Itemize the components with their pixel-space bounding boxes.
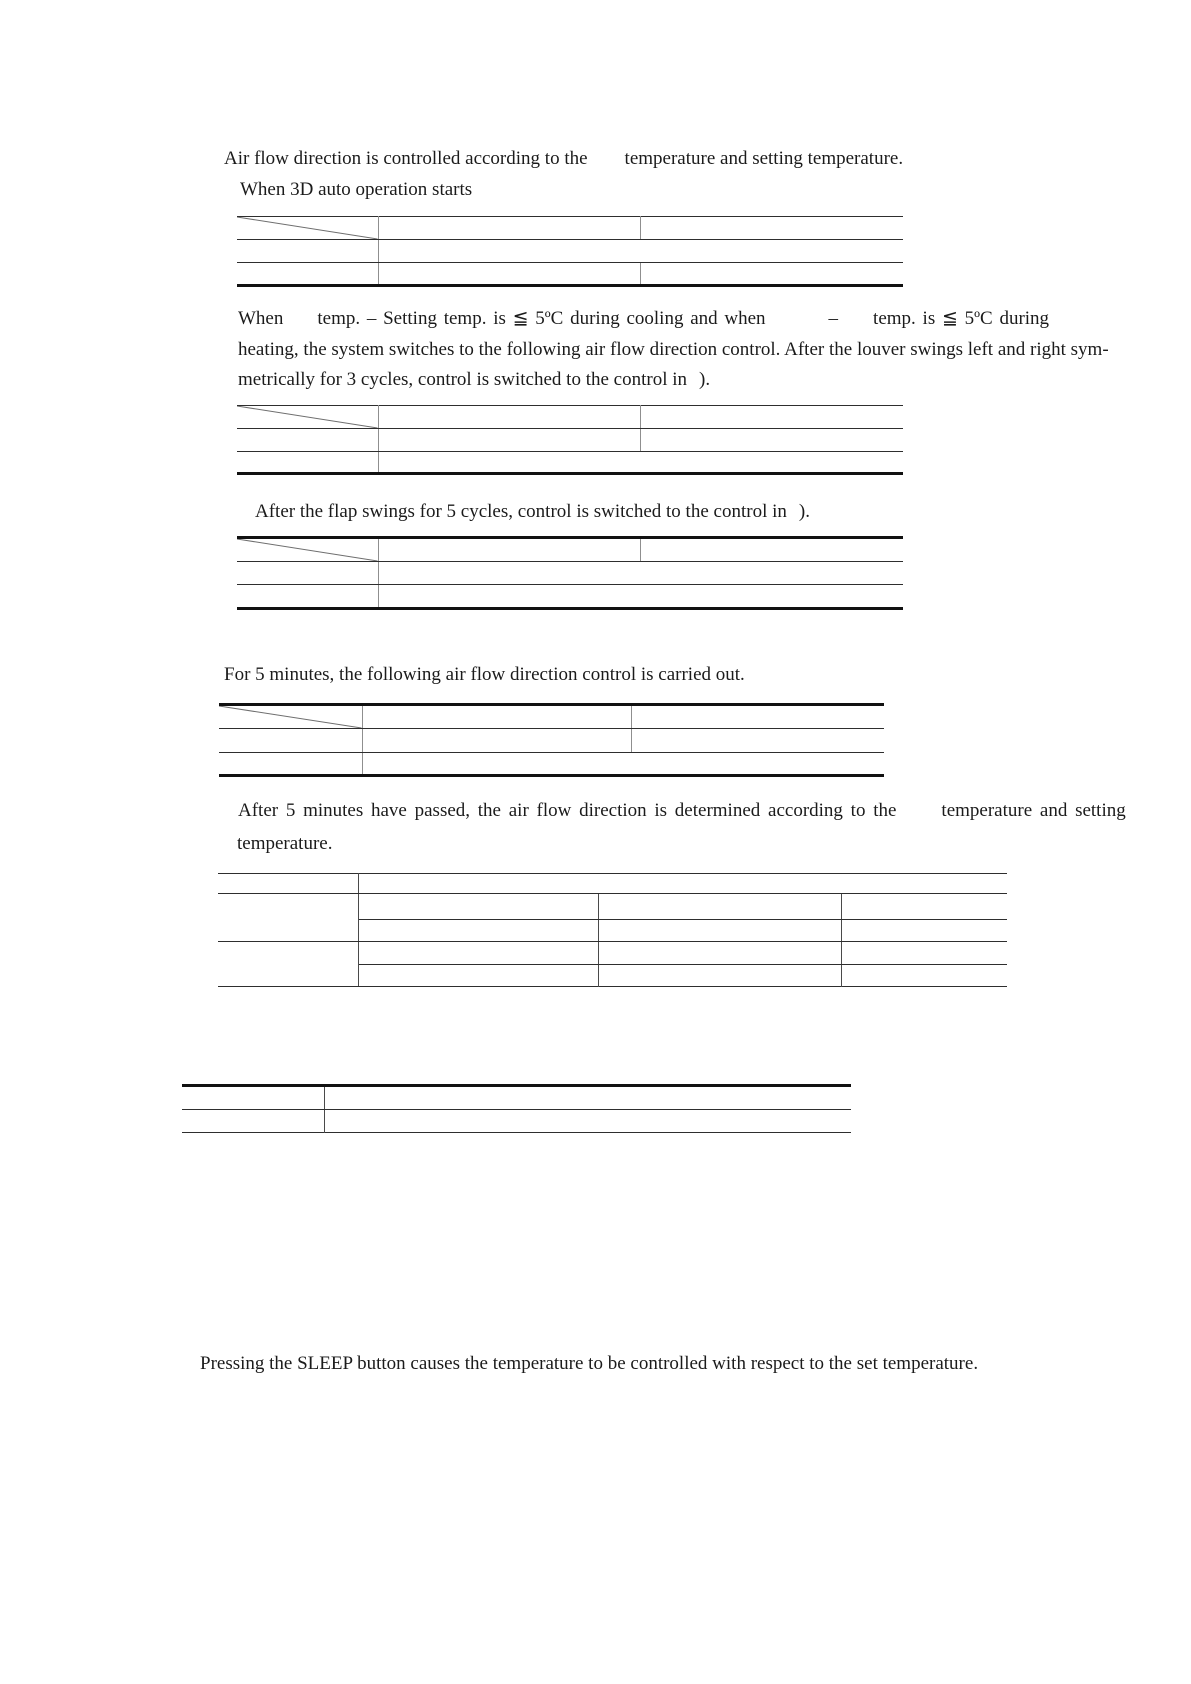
empty-cell	[237, 585, 378, 609]
diagonal-header-cell	[219, 705, 362, 729]
after5-line1-part2: temperature and setting	[941, 800, 1126, 821]
table-airflow-start	[237, 216, 903, 285]
empty-cell	[362, 753, 884, 776]
empty-cell	[378, 217, 640, 240]
cooling-line3-part1: metrically for 3 cycles, control is switched to the control in	[238, 369, 688, 390]
diagonal-line	[237, 539, 378, 561]
empty-cell	[237, 263, 378, 286]
empty-cell	[841, 894, 1007, 920]
paragraph-cooling-line3	[238, 368, 710, 392]
empty-cell	[358, 965, 598, 987]
empty-cell	[219, 753, 362, 776]
after5-line1-part1: After 5 minutes have passed, the air flow direction is determined according to the	[238, 800, 897, 821]
empty-cell	[640, 429, 903, 452]
empty-cell	[631, 729, 884, 753]
empty-cell	[358, 942, 598, 965]
table-airflow-louver-swing	[237, 405, 903, 473]
empty-cell	[841, 965, 1007, 987]
empty-cell	[219, 729, 362, 753]
empty-cell	[640, 217, 903, 240]
paragraph-intro-part2: temperature and setting temperature.	[624, 148, 904, 169]
paragraph-after-five-minutes-line2: temperature.	[237, 833, 333, 854]
empty-cell	[358, 874, 1007, 894]
empty-cell	[378, 452, 903, 474]
empty-cell	[378, 562, 903, 585]
empty-cell	[358, 894, 598, 920]
empty-cell	[237, 429, 378, 452]
empty-cell	[598, 894, 841, 920]
empty-cell	[362, 705, 631, 729]
empty-cell	[218, 942, 358, 987]
empty-cell	[378, 406, 640, 429]
redaction-gap	[687, 384, 699, 385]
table-two-row-grid	[182, 1084, 851, 1133]
heading-when-3d-auto: When 3D auto operation starts	[240, 179, 473, 200]
paragraph-sleep-control: Pressing the SLEEP button causes the temperature to be controlled with respect to the set temperature.	[200, 1353, 979, 1374]
empty-cell	[640, 538, 903, 562]
paragraph-cooling-line1	[238, 307, 1049, 331]
empty-cell	[218, 894, 358, 942]
paragraph-flap-swings	[255, 500, 810, 524]
table-airflow-start-grid	[237, 216, 903, 287]
cooling-line1-part2: temp. – Setting temp. is ≦ 5ºC during cooling and when	[317, 308, 766, 329]
diagonal-line	[237, 406, 378, 428]
redaction-gap	[588, 163, 625, 164]
empty-cell	[358, 920, 598, 942]
empty-cell	[640, 263, 903, 286]
empty-cell	[362, 729, 631, 753]
redaction-gap	[787, 516, 799, 517]
empty-cell	[237, 562, 378, 585]
cooling-line3-part2: ).	[699, 369, 711, 390]
table-airflow-determination	[218, 873, 1007, 986]
empty-cell	[378, 585, 903, 609]
cooling-line1-dash: –	[828, 308, 839, 329]
empty-cell	[598, 942, 841, 965]
cooling-line1-part1: When	[238, 308, 284, 329]
empty-cell	[378, 263, 640, 286]
paragraph-after-five-minutes-line1	[238, 799, 1126, 823]
paragraph-intro	[224, 147, 903, 171]
table-airflow-flap-swing-grid	[237, 536, 903, 610]
empty-cell	[378, 240, 903, 263]
empty-cell	[378, 429, 640, 452]
paragraph-cooling-line2: heating, the system switches to the following air flow direction control. After the louver swings left and right sym-	[238, 339, 1109, 360]
empty-cell	[324, 1110, 851, 1133]
table-airflow-flap-swing	[237, 536, 903, 607]
redaction-gap	[766, 323, 829, 324]
empty-cell	[237, 240, 378, 263]
redaction-gap	[283, 323, 317, 324]
redaction-gap	[838, 323, 873, 324]
empty-cell	[218, 874, 358, 894]
empty-cell	[324, 1086, 851, 1110]
diagonal-header-cell	[237, 217, 378, 240]
redaction-gap	[896, 815, 941, 816]
table-airflow-five-minute-grid	[219, 703, 884, 777]
table-two-row	[182, 1084, 851, 1131]
empty-cell	[841, 942, 1007, 965]
diagonal-header-cell	[237, 406, 378, 429]
flap-part1: After the flap swings for 5 cycles, control is switched to the control in	[255, 501, 787, 522]
empty-cell	[598, 920, 841, 942]
cooling-line1-part3: temp. is ≦ 5ºC during	[873, 308, 1050, 329]
diagonal-line	[237, 217, 378, 239]
empty-cell	[841, 920, 1007, 942]
empty-cell	[182, 1086, 324, 1110]
diagonal-line	[219, 706, 362, 728]
table-airflow-determination-grid	[218, 873, 1007, 987]
empty-cell	[631, 705, 884, 729]
paragraph-intro-part1: Air flow direction is controlled according to the	[224, 148, 588, 169]
table-airflow-five-minute	[219, 703, 884, 774]
empty-cell	[640, 406, 903, 429]
table-airflow-louver-swing-grid	[237, 405, 903, 475]
empty-cell	[182, 1110, 324, 1133]
empty-cell	[378, 538, 640, 562]
empty-cell	[598, 965, 841, 987]
diagonal-header-cell	[237, 538, 378, 562]
paragraph-for-five-minutes: For 5 minutes, the following air flow direction control is carried out.	[224, 664, 745, 685]
empty-cell	[237, 452, 378, 474]
flap-part2: ).	[798, 501, 810, 522]
